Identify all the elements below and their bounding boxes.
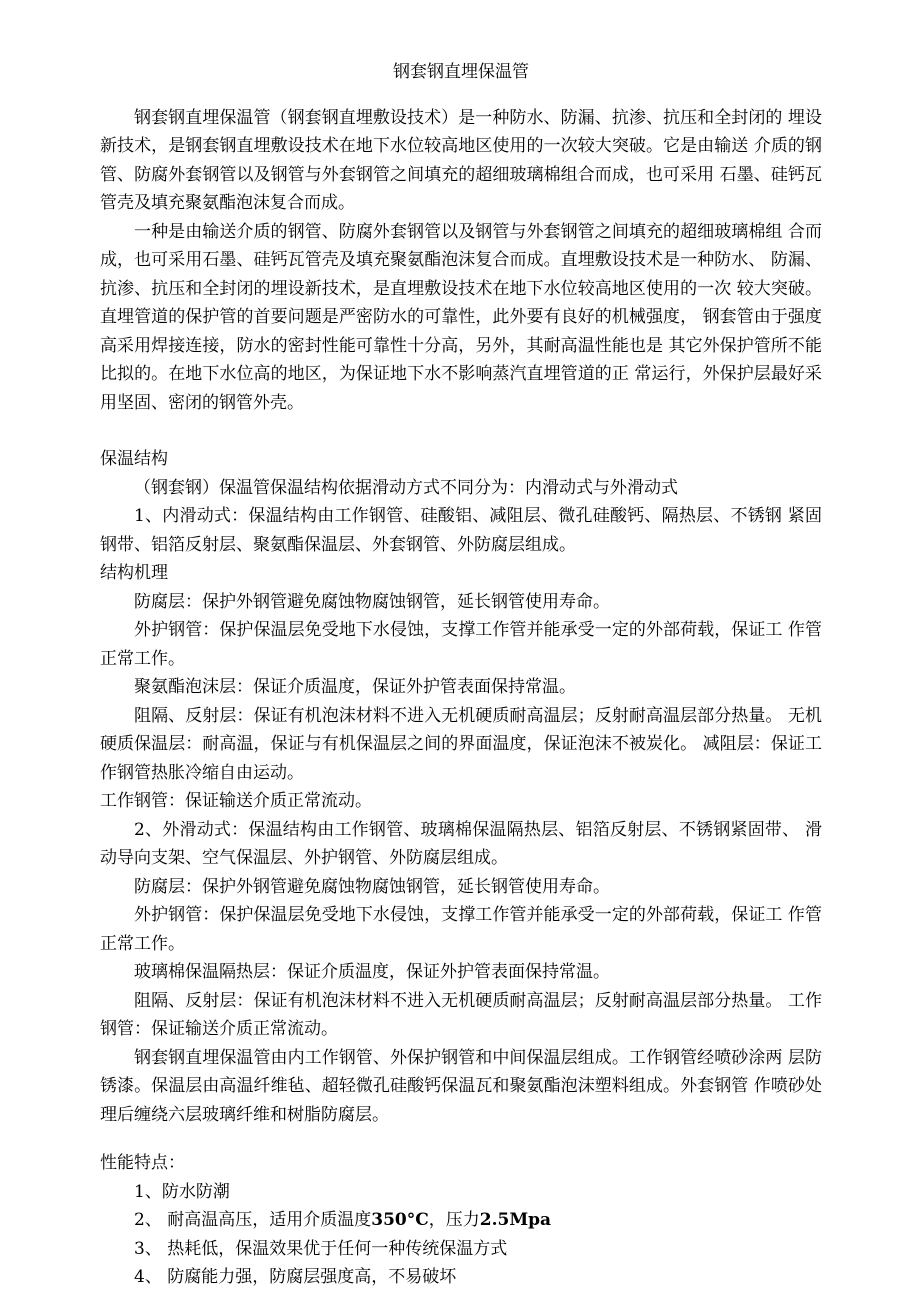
paragraph-structure-lead: （钢套钢）保温管保温结构依据滑动方式不同分为：内滑动式与外滑动式 <box>134 477 678 498</box>
paragraph-outer-steel-pipe-2: 外护钢管：保护保温层免受地下水侵蚀，支撑工作管并能承受一定的外部荷载，保证工 作管正常工作。 <box>100 905 822 954</box>
feature-item-2 <box>100 1206 822 1235</box>
feature-item-3: 3、 热耗低，保温效果优于任何一种传统保温方式 <box>134 1238 508 1259</box>
paragraph-working-pipe: 工作钢管：保证输送介质正常流动。 <box>100 791 372 811</box>
paragraph-intro-2: 一种是由输送介质的钢管、防腐外套钢管以及钢管与外套钢管之间填充的超细玻璃棉组 合而成，也可采用石墨、硅钙瓦管壳及填充聚氨酯泡沫复合而成。直埋敷设技术是一种防水、 防漏、抗渗、抗压和全封闭的埋设新技术，是直埋敷设技术在地下水位较高地区使用的一次 较大突破。直埋管道的保护管的首要问题是严密防水的可靠性，此外要有良好的机械强度， 钢套管由于强度高采用焊接连接，防水的密封性能可靠性十分高，另外，其耐高温性能也是 其它外保护管所不能比拟的。在地下水位高的地区，为保证地下水不影响蒸汽直埋管道的正 常运行，外保护层最好采用坚固、密闭的钢管外壳。 <box>100 221 822 413</box>
paragraph-barrier-reflection: 阻隔、反射层：保证有机泡沫材料不进入无机硬质耐高温层；反射耐高温层部分热量。 无机硬质保温层：耐高温，保证与有机保温层之间的界面温度，保证泡沫不被炭化。 减阻层：保证工作钢管热胀冷缩自由运动。 <box>100 705 822 783</box>
paragraph-barrier-reflection-2: 阻隔、反射层：保证有机泡沫材料不进入无机硬质耐高温层；反射耐高温层部分热量。 工作钢管：保证输送介质正常流动。 <box>100 990 822 1039</box>
paragraph-outer-sliding: 2、外滑动式：保温结构由工作钢管、玻璃棉保温隔热层、铝箔反射层、不锈钢紧固带、 滑动导向支架、空气保温层、外护钢管、外防腐层组成。 <box>100 819 822 868</box>
paragraph-pipe-composition: 钢套钢直埋保温管由内工作钢管、外保护钢管和中间保温层组成。工作钢管经喷砂涂两 层防锈漆。保温层由高温纤维毡、超轻微孔硅酸钙保温瓦和聚氨酯泡沫塑料组成。外套钢管 作喷砂处理后缠绕六层玻璃纤维和树脂防腐层。 <box>100 1047 822 1125</box>
section-heading-performance-features: 性能特点： <box>100 1153 185 1173</box>
feature-item-2-temperature-value: 350°C <box>371 1210 429 1230</box>
paragraph-anticorrosion-layer-2: 防腐层：保护外钢管避免腐蚀物腐蚀钢管，延长钢管使用寿命。 <box>134 876 610 897</box>
doc-title: 钢套钢直埋保温管 <box>393 62 529 82</box>
paragraph-glass-wool-layer: 玻璃棉保温隔热层：保证介质温度，保证外护管表面保持常温。 <box>134 962 610 982</box>
feature-item-1: 1、防水防潮 <box>134 1181 230 1202</box>
feature-item-2-mid-text: ，压力 <box>428 1210 480 1230</box>
feature-item-4: 4、 防腐能力强，防腐层强度高，不易破坏 <box>134 1267 457 1287</box>
feature-item-2-text: 2、 耐高温高压，适用介质温度 <box>134 1210 372 1230</box>
paragraph-outer-steel-pipe: 外护钢管：保护保温层免受地下水侵蚀，支撑工作管并能承受一定的外部荷载，保证工 作管正常工作。 <box>100 620 822 669</box>
paragraph-intro-1: 钢套钢直埋保温管（钢套钢直埋敷设技术）是一种防水、防漏、抗渗、抗压和全封闭的 埋设新技术，是钢套钢直埋敷设技术在地下水位较高地区使用的一次较大突破。它是由输送 介质的钢管、防腐外套钢管以及钢管与外套钢管之间填充的超细玻璃棉组合而成，也可采用 石墨、硅钙瓦管壳及填充聚氨酯泡沫复合而成。 <box>100 107 822 213</box>
section-heading-insulation-structure: 保温结构 <box>100 449 168 469</box>
feature-item-2-pressure-value: 2.5Mpa <box>479 1210 552 1230</box>
paragraph-anticorrosion-layer: 防腐层：保护外钢管避免腐蚀物腐蚀钢管，延长钢管使用寿命。 <box>134 591 610 612</box>
section-heading-structure-mechanism: 结构机理 <box>100 563 168 583</box>
paragraph-inner-sliding: 1、内滑动式：保温结构由工作钢管、硅酸铝、减阻层、微孔硅酸钙、隔热层、不锈钢 紧固钢带、铝箔反射层、聚氨酯保温层、外套钢管、外防腐层组成。 <box>100 506 822 555</box>
paragraph-polyurethane-foam: 聚氨酯泡沫层：保证介质温度，保证外护管表面保持常温。 <box>134 677 576 697</box>
